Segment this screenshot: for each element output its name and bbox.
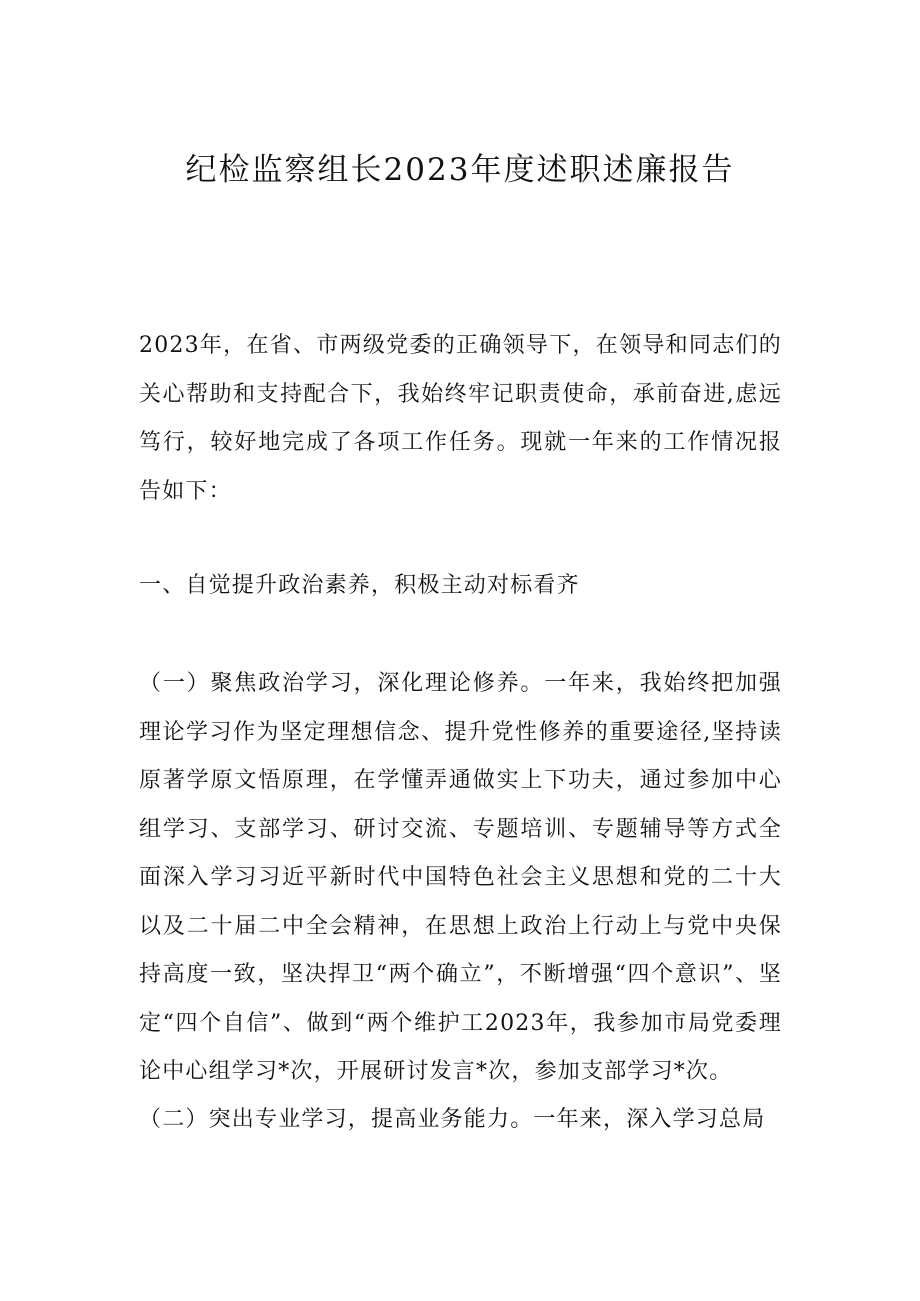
subsection-paragraph-1: （一）聚焦政治学习，深化理论修养。一年来，我始终把加强理论学习作为坚定理想信念、提升党性修养的重要途径,坚持读原著学原文悟原理，在学懂弄通做实上下功夫，通过参加中心组学习、支部学习、研讨交流、专题培训、专题辅导等方式全面深入学习习近平新时代中国特色社会主义思想和党的二十大以及二十届二中全会精神，在思想上政治上行动上与党中央保持高度一致，坚决捍卫“两个确立”，不断增强“四个意识”、坚定“四个自信”、做到“两个维护工2023年，我参加市局党委理论中心组学习*次，开展研讨发言*次，参加支部学习*次。 [139,671,782,1084]
document-title: 纪检监察组长2023年度述职述廉报告 [185,152,735,188]
section-heading-1: 一、自觉提升政治素养，积极主动对标看齐 [139,573,580,598]
subsection-paragraph-2: （二）突出专业学习，提高业务能力。一年来，深入学习总局 [139,1107,766,1132]
intro-paragraph: 2023年，在省、市两级党委的正确领导下，在领导和同志们的关心帮助和支持配合下，我始终牢记职责使命，承前奋进,虑远笃行，较好地完成了各项工作任务。现就一年来的工作情况报告如下： [139,333,782,504]
